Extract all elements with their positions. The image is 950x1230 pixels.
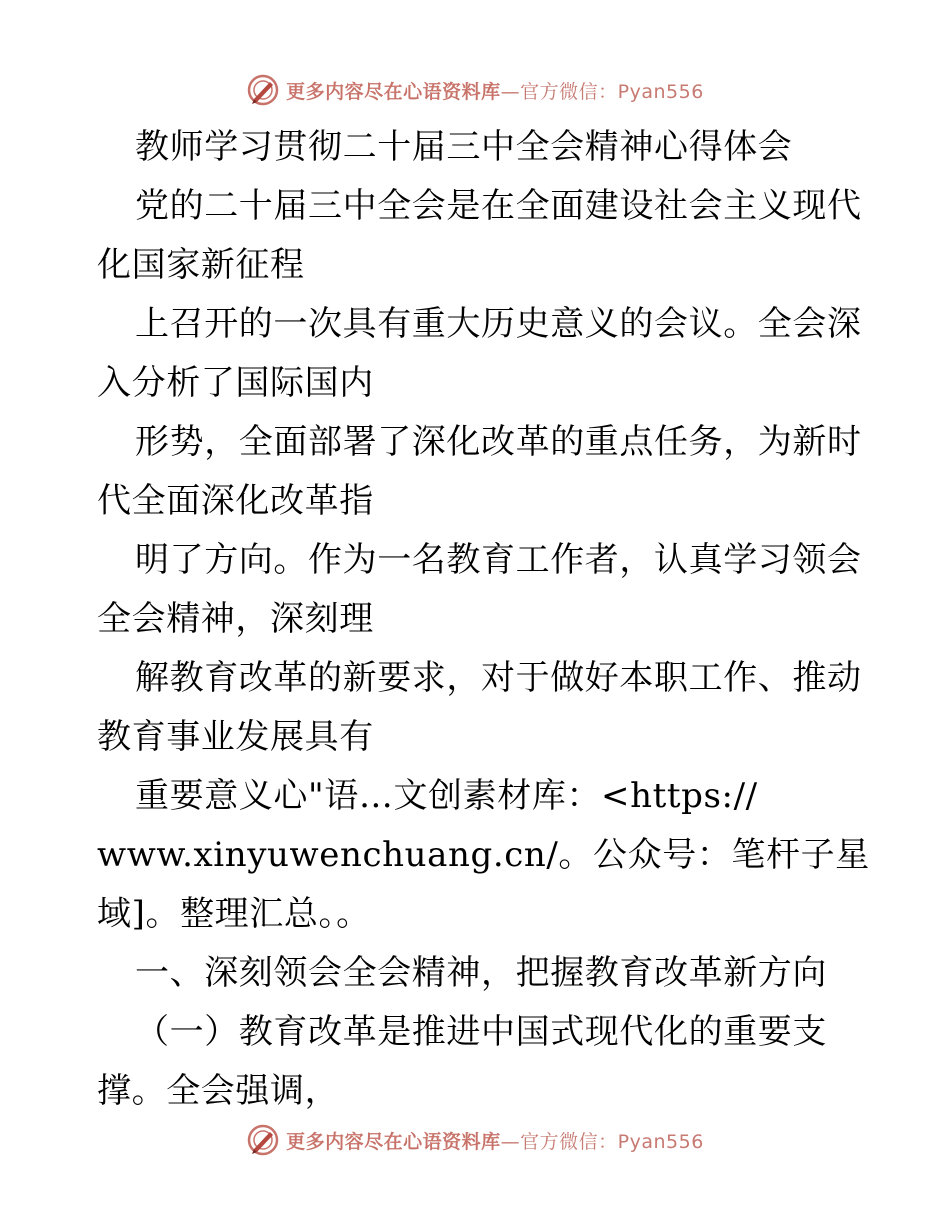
document-body [97, 118, 870, 1121]
watermark-suffix: 官方微信：Pyan556 [520, 1130, 704, 1153]
watermark-suffix: 官方微信：Pyan556 [520, 80, 704, 103]
paragraph-line: 化国家新征程 [97, 245, 305, 285]
subsection-heading: （一）教育改革是推进中国式现代化的重要支 [135, 1012, 827, 1052]
paragraph-line: 党的二十届三中全会是在全面建设社会主义现代 [135, 186, 862, 226]
paragraph-line: 域]。整理汇总。。 [97, 894, 371, 934]
watermark-text [286, 77, 704, 104]
paragraph-line: 入分析了国际国内 [97, 363, 374, 403]
watermark-brand: 更多内容尽在心语资料库 [286, 80, 501, 103]
pen-seal-icon [246, 1123, 280, 1157]
paragraph-line: 解教育改革的新要求，对于做好本职工作、推动 [135, 658, 862, 698]
watermark-separator: — [500, 80, 521, 103]
header-watermark [0, 70, 950, 110]
paragraph-line: www.xinyuwenchuang.cn/。公众号：笔杆子星 [97, 835, 870, 875]
watermark-brand: 更多内容尽在心语资料库 [286, 1130, 501, 1153]
paragraph-line: 形势，全面部署了深化改革的重点任务，为新时 [135, 422, 862, 462]
paragraph-line: 明了方向。作为一名教育工作者，认真学习领会 [135, 540, 862, 580]
section-heading: 一、深刻领会全会精神，把握教育改革新方向 [135, 953, 827, 993]
footer-watermark [0, 1120, 950, 1160]
watermark-text [286, 1127, 704, 1154]
paragraph-line: 重要意义心"语…文创素材库：<https:// [135, 776, 758, 816]
paragraph-line: 代全面深化改革指 [97, 481, 374, 521]
paragraph-line: 教育事业发展具有 [97, 717, 374, 757]
paragraph-line: 上召开的一次具有重大历史意义的会议。全会深 [135, 304, 862, 344]
watermark-separator: — [500, 1130, 521, 1153]
paragraph-line: 撑。全会强调， [97, 1071, 340, 1111]
paragraph-line: 全会精神，深刻理 [97, 599, 374, 639]
document-title: 教师学习贯彻二十届三中全会精神心得体会 [135, 127, 793, 167]
pen-seal-icon [246, 73, 280, 107]
